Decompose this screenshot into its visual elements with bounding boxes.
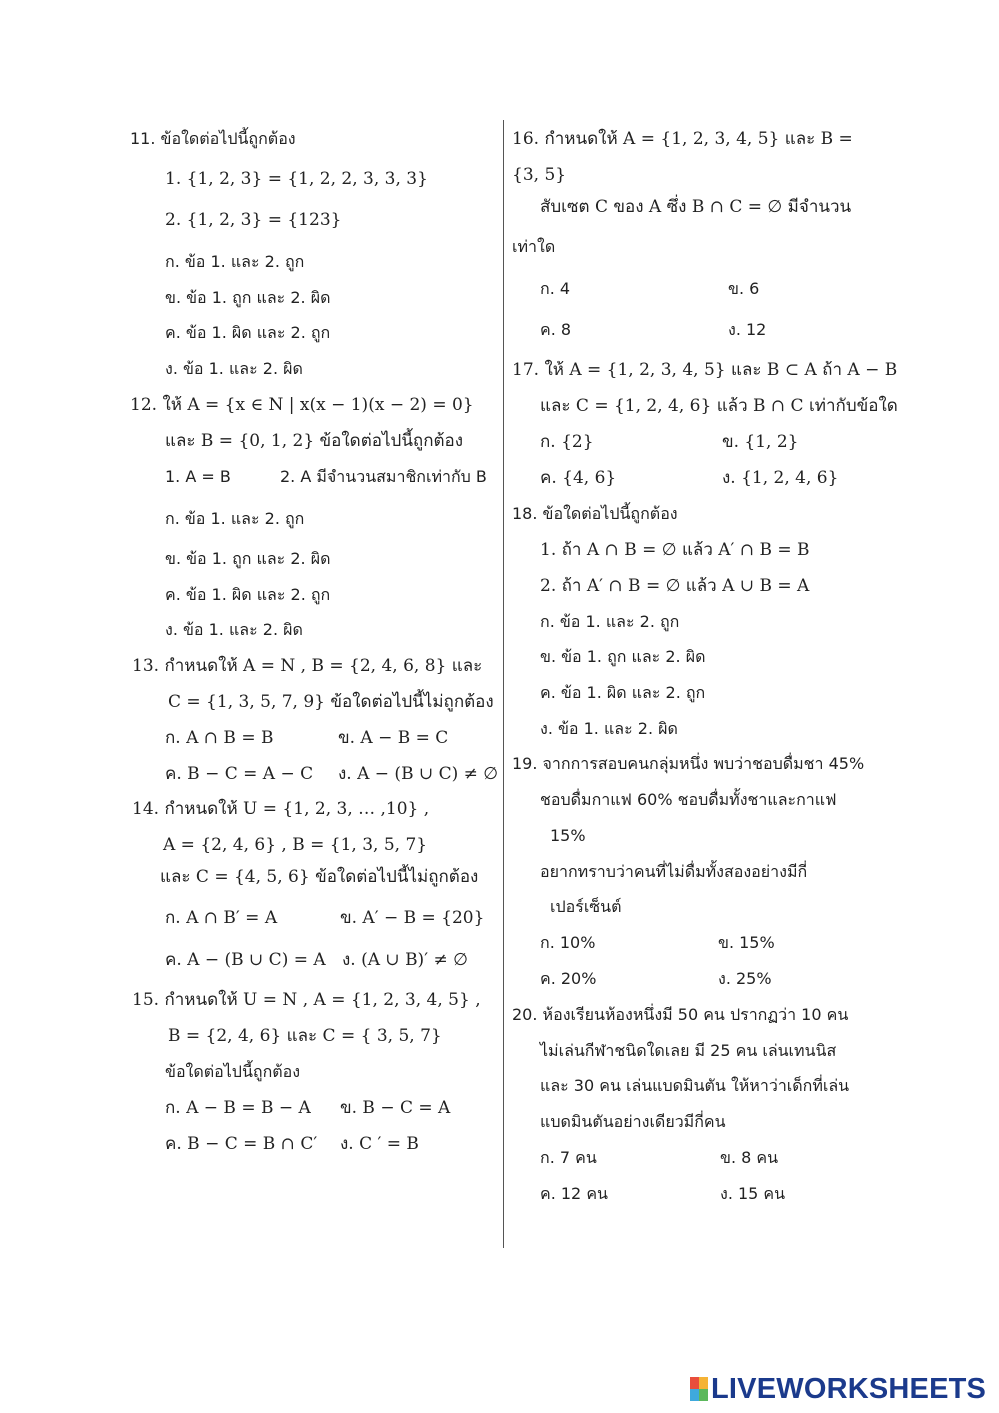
q19-stem-3: 15% [550,826,586,845]
q14-stem: 14. กำหนดให้ U = {1, 2, 3, … ,10} , [132,799,430,819]
q19-stem: 19. จากการสอบคนกลุ่มหนึ่ง พบว่าชอบดื่มชา 45% [512,754,865,773]
q12-stem-2: และ B = {0, 1, 2} ข้อใดต่อไปนี้ถูกต้อง [165,431,464,451]
q15-stem-2: B = {2, 4, 6} และ C = { 3, 5, 7} [168,1026,442,1046]
q11-choice-c[interactable]: ค. ข้อ 1. ผิด และ 2. ถูก [165,323,331,342]
q18-choice-b[interactable]: ข. ข้อ 1. ถูก และ 2. ผิด [540,647,706,666]
q17-choice-b[interactable]: ข. {1, 2} [722,432,799,452]
q15-choice-c[interactable]: ค. B − C = B ∩ C′ [165,1134,318,1154]
q14-choice-a[interactable]: ก. A ∩ B′ = A [165,908,278,928]
q13-stem-2: C = {1, 3, 5, 7, 9} ข้อใดต่อไปนี้ไม่ถูกต้อง [168,692,494,712]
q19-choice-c[interactable]: ค. 20% [540,969,597,988]
q19-choice-b[interactable]: ข. 15% [718,933,775,952]
q15-stem: 15. กำหนดให้ U = N , A = {1, 2, 3, 4, 5} , [132,990,481,1010]
q18-choice-a[interactable]: ก. ข้อ 1. และ 2. ถูก [540,612,680,631]
q19-choice-d[interactable]: ง. 25% [718,969,772,988]
q19-stem-5: เปอร์เซ็นต์ [550,897,622,916]
q14-choice-c[interactable]: ค. A − (B ∪ C) = A [165,950,326,970]
q16-choice-a[interactable]: ก. 4 [540,279,571,298]
q14-choice-b[interactable]: ข. A′ − B = {20} [340,908,485,928]
q17-choice-a[interactable]: ก. {2} [540,432,594,452]
q12-statement-2: 2. A มีจำนวนสมาชิกเท่ากับ B [280,467,487,486]
q20-stem: 20. ห้องเรียนห้องหนึ่งมี 50 คน ปรากฏว่า 10 คน [512,1005,849,1024]
q18-statement-2: 2. ถ้า A′ ∩ B = ∅ แล้ว A ∪ B = A [540,576,810,596]
q13-choice-a[interactable]: ก. A ∩ B = B [165,728,274,748]
q11-choice-b[interactable]: ข. ข้อ 1. ถูก และ 2. ผิด [165,288,331,307]
q12-statement-1: 1. A = B [165,467,231,486]
q18-choice-d[interactable]: ง. ข้อ 1. และ 2. ผิด [540,719,678,738]
q16-choice-b[interactable]: ข. 6 [728,279,760,298]
logo-square-yellow [699,1377,708,1389]
q20-choice-d[interactable]: ง. 15 คน [720,1184,786,1203]
q14-stem-3: และ C = {4, 5, 6} ข้อใดต่อไปนี้ไม่ถูกต้อง [160,867,479,887]
q18-stem: 18. ข้อใดต่อไปนี้ถูกต้อง [512,504,678,523]
q15-choice-b[interactable]: ข. B − C = A [340,1098,451,1118]
q11-statement-1: 1. {1, 2, 3} = {1, 2, 2, 3, 3, 3} [165,169,428,189]
q13-stem: 13. กำหนดให้ A = N , B = {2, 4, 6, 8} และ [132,656,483,676]
logo-square-red [690,1377,699,1389]
q17-stem-2: และ C = {1, 2, 4, 6} แล้ว B ∩ C เท่ากับข้อใด [540,396,898,416]
q20-stem-4: แบดมินตันอย่างเดียวมีกี่คน [540,1112,726,1131]
q12-choice-d[interactable]: ง. ข้อ 1. และ 2. ผิด [165,620,303,639]
q20-stem-2: ไม่เล่นกีฬาชนิดใดเลย มี 25 คน เล่นเทนนิส [540,1041,837,1060]
q13-choice-b[interactable]: ข. A − B = C [338,728,449,748]
q16-choice-c[interactable]: ค. 8 [540,320,572,339]
q12-choice-c[interactable]: ค. ข้อ 1. ผิด และ 2. ถูก [165,585,331,604]
q16-stem-4: เท่าใด [512,237,556,256]
q13-choice-d[interactable]: ง. A − (B ∪ C) ≠ ∅ [338,764,499,784]
q20-choice-c[interactable]: ค. 12 คน [540,1184,608,1203]
q20-choice-a[interactable]: ก. 7 คน [540,1148,597,1167]
logo-square-green [699,1389,708,1401]
q12-choice-a[interactable]: ก. ข้อ 1. และ 2. ถูก [165,509,305,528]
q19-stem-4: อยากทราบว่าคนที่ไม่ดื่มทั้งสองอย่างมีกี่ [540,862,808,881]
q14-choice-d[interactable]: ง. (A ∪ B)′ ≠ ∅ [342,950,468,970]
q16-stem-3: สับเซต C ของ A ซึ่ง B ∩ C = ∅ มีจำนวน [540,197,852,217]
q16-choice-d[interactable]: ง. 12 [728,320,767,339]
q11-statement-2: 2. {1, 2, 3} = {123} [165,210,342,230]
liveworksheets-logo-text: LIVEWORKSHEETS [711,1372,987,1405]
q11-stem: 11. ข้อใดต่อไปนี้ถูกต้อง [130,129,296,148]
q15-choice-a[interactable]: ก. A − B = B − A [165,1098,311,1118]
q14-stem-2: A = {2, 4, 6} , B = {1, 3, 5, 7} [163,835,428,855]
q15-stem-3: ข้อใดต่อไปนี้ถูกต้อง [165,1062,301,1081]
liveworksheets-logo-icon [690,1377,708,1401]
q18-statement-1: 1. ถ้า A ∩ B = ∅ แล้ว A′ ∩ B = B [540,540,810,560]
q17-choice-c[interactable]: ค. {4, 6} [540,468,617,488]
q15-choice-d[interactable]: ง. C ′ = B [340,1134,419,1154]
q16-stem-2: {3, 5} [512,165,567,185]
q11-choice-a[interactable]: ก. ข้อ 1. และ 2. ถูก [165,252,305,271]
q17-choice-d[interactable]: ง. {1, 2, 4, 6} [722,468,839,488]
q12-stem: 12. ให้ A = {x ∈ N | x(x − 1)(x − 2) = 0} [130,395,474,415]
q19-stem-2: ชอบดื่มกาแฟ 60% ชอบดื่มทั้งชาและกาแฟ [540,790,837,809]
q18-choice-c[interactable]: ค. ข้อ 1. ผิด และ 2. ถูก [540,683,706,702]
q13-choice-c[interactable]: ค. B − C = A − C [165,764,314,784]
q12-choice-b[interactable]: ข. ข้อ 1. ถูก และ 2. ผิด [165,549,331,568]
q19-choice-a[interactable]: ก. 10% [540,933,596,952]
column-divider [503,120,504,1248]
q20-stem-3: และ 30 คน เล่นแบดมินตัน ให้หาว่าเด็กที่เล่น [540,1076,850,1095]
q11-choice-d[interactable]: ง. ข้อ 1. และ 2. ผิด [165,359,303,378]
logo-square-blue [690,1389,699,1401]
liveworksheets-logo[interactable] [690,1374,986,1404]
q20-choice-b[interactable]: ข. 8 คน [720,1148,779,1167]
q16-stem: 16. กำหนดให้ A = {1, 2, 3, 4, 5} และ B = [512,129,853,149]
q17-stem: 17. ให้ A = {1, 2, 3, 4, 5} และ B ⊂ A ถ้า A − B [512,360,898,380]
